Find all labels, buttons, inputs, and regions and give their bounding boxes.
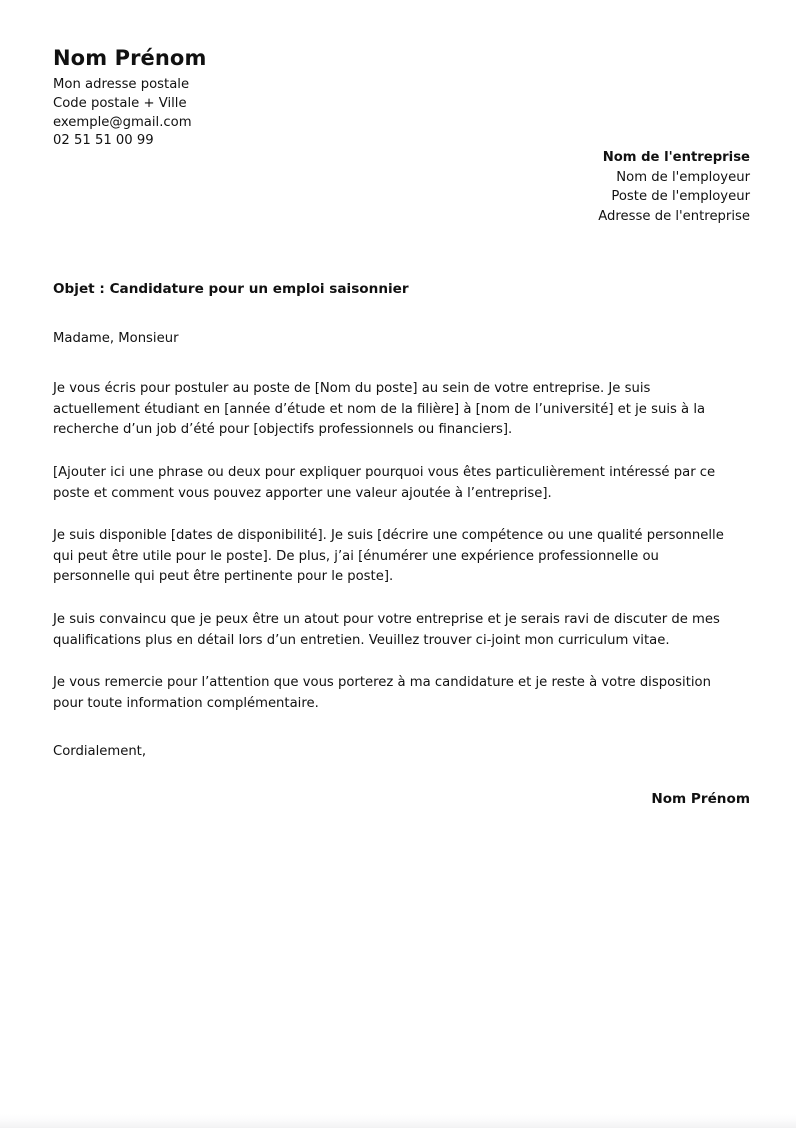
paragraph-3: Je suis disponible [dates de disponibilité]. Je suis [décrire une compétence ou une qualité personnelle qui peut être utile pour le poste]. De plus, j’ai [énumérer une expérience professionnelle ou personnelle qui peut être pertinente pour le poste]. — [53, 528, 724, 585]
closing-line: Cordialement, — [53, 744, 147, 760]
recipient-company: Nom de l'entreprise — [602, 150, 750, 165]
sender-email: exemple@gmail.com — [53, 114, 192, 130]
paragraph-2: [Ajouter ici une phrase ou deux pour expliquer pourquoi vous êtes particulièrement intéressé par ce poste et comment vous pouvez apporter une valeur ajoutée à l’entreprise]. — [53, 464, 716, 501]
sender-name: Nom Prénom — [53, 46, 207, 70]
paragraph-1: Je vous écris pour postuler au poste de [Nom du poste] au sein de votre entreprise. Je suis actuellement étudiant en [année d’étude et nom de la filière] à [nom de l’université] et je suis à la recherche d’un job d’été pour [objectifs professionnels ou financiers]. — [53, 381, 706, 438]
paragraph-5: Je vous remercie pour l’attention que vous porterez à ma candidature et je reste à votre disposition pour toute information complémentaire. — [53, 675, 711, 711]
sender-city: Code postale + Ville — [53, 95, 187, 111]
sender-address: Mon adresse postale — [53, 77, 190, 93]
salutation: Madame, Monsieur — [53, 331, 179, 347]
subject-line: Objet : Candidature pour un emploi saisonnier — [53, 281, 409, 297]
paragraph-4: Je suis convaincu que je peux être un atout pour votre entreprise et je serais ravi de discuter de mes qualifications plus en détail lors d’un entretien. Veuillez trouver ci-joint mon curriculum vitae. — [53, 611, 720, 648]
sender-phone: 02 51 51 00 99 — [53, 133, 154, 149]
recipient-block — [370, 148, 750, 226]
recipient-employer-name: Nom de l'employeur — [616, 169, 750, 185]
recipient-employer-role: Poste de l'employeur — [611, 189, 750, 205]
page-bottom-edge — [0, 1114, 796, 1128]
recipient-company-address: Adresse de l'entreprise — [598, 208, 750, 224]
sender-block — [53, 45, 473, 151]
signature-name: Nom Prénom — [651, 791, 750, 807]
letter-body — [53, 280, 743, 762]
